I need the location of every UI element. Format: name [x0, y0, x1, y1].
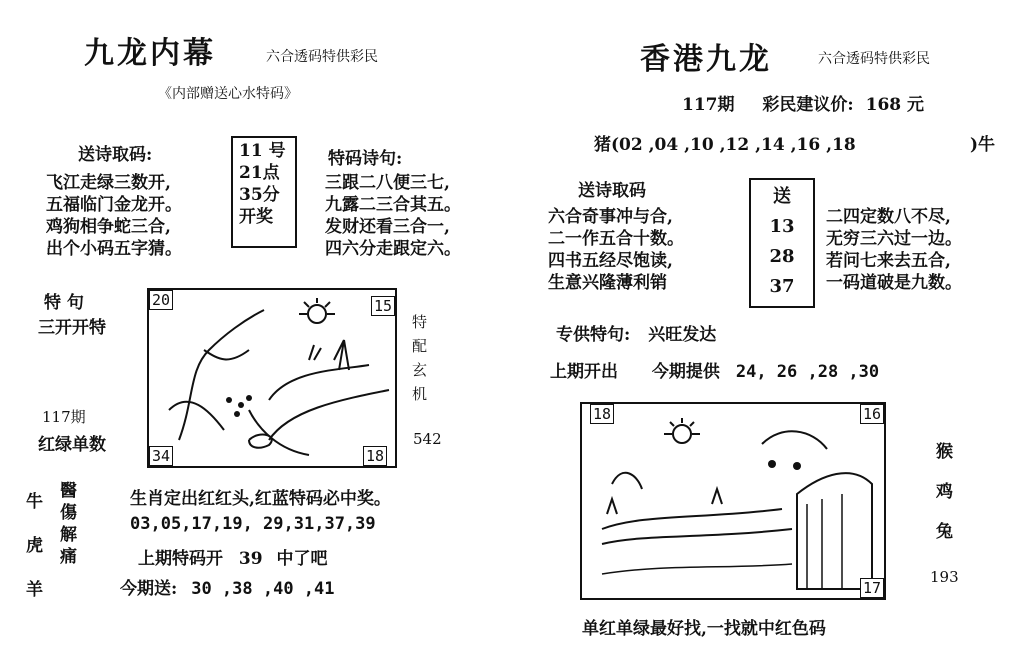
left-pic-corner-tr: 15 — [371, 296, 395, 316]
right-box-item: 28 — [769, 246, 795, 267]
last-period-label: 上期特码开 — [138, 549, 223, 569]
left-number-line: 03,05,17,19, 29,31,37,39 — [130, 514, 376, 534]
right-poem-line: 一码道破是九数。 — [826, 273, 962, 293]
special-poem-line: 四六分走跟定六。 — [325, 239, 461, 259]
right-poem-line: 无穷三六过一边。 — [826, 229, 962, 249]
right-side-char: 鸡 — [936, 482, 953, 502]
right-special-phrase: 兴旺发达 — [648, 325, 717, 345]
right-poem-block-left-half — [325, 172, 461, 260]
left-poem-label: 送诗取码: — [78, 145, 153, 165]
medical-char: 解 — [60, 525, 77, 545]
right-special-label: 专供特句: — [556, 325, 631, 345]
special-poem-line: 三跟二八便三七, — [325, 173, 450, 193]
this-period-row — [120, 574, 335, 599]
price-label: 彩民建议价: — [762, 95, 854, 115]
zodiac-char: 牛 — [26, 492, 43, 512]
last-period-number: 39 — [238, 549, 263, 569]
right-poem-line: 生意兴隆薄利销 — [548, 273, 667, 293]
draw-number: 11 号 — [239, 141, 286, 161]
right-poem-line: 六合奇事冲与合, — [548, 207, 673, 227]
right-poem-line: 二四定数八不尽, — [826, 207, 951, 227]
offer-label: 今期提供 — [651, 362, 720, 382]
last-period-row — [138, 544, 328, 569]
left-poem-line: 鸡狗相争蛇三合, — [46, 217, 171, 237]
left-poem-line: 出个小码五字猜。 — [46, 239, 182, 259]
special-phrase: 三开开特 — [38, 318, 106, 338]
right-poem-line: 四书五经尽饱读, — [548, 251, 673, 271]
right-pic-corner-br: 17 — [860, 578, 884, 598]
right-poem-left — [548, 206, 684, 294]
zodiac-char: 虎 — [26, 536, 43, 556]
pig-line: 猪(02 ,04 ,10 ,12 ,14 ,16 ,18 — [594, 135, 856, 155]
left-pic-corner-bl: 34 — [149, 446, 173, 466]
left-pic-corner-br: 18 — [363, 446, 387, 466]
left-pic-corner-tl: 20 — [149, 290, 173, 310]
draw-hour: 21点 — [239, 163, 280, 183]
special-phrase-label: 特 句 — [44, 293, 84, 313]
draw-minute: 35分 — [239, 185, 280, 205]
left-poem-line: 飞江走绿三数开, — [46, 173, 171, 193]
right-special-row — [556, 320, 716, 345]
right-bottom-line: 单红单绿最好找,一找就中红色码 — [582, 619, 826, 639]
right-box-item: 送 — [773, 186, 791, 207]
price-value: 168 元 — [865, 95, 925, 115]
special-poem-line: 发财还看三合一, — [325, 217, 450, 237]
medical-char: 傷 — [60, 503, 77, 523]
left-poem-block — [46, 172, 182, 260]
right-offer-row — [550, 357, 879, 382]
right-pic-corner-tr: 16 — [860, 404, 884, 424]
right-box-item: 37 — [769, 276, 795, 297]
medical-column-2 — [60, 524, 77, 568]
ox-suffix: )牛 — [970, 135, 996, 155]
left-subtitle: 六合透码特供彩民 — [266, 49, 378, 65]
right-side-number: 193 — [930, 568, 959, 586]
right-poem-right — [826, 206, 962, 294]
right-poem-line: 二一作五合十数。 — [548, 229, 684, 249]
zodiac-column — [26, 480, 43, 612]
left-side-number: 542 — [413, 430, 442, 448]
left-special-poem-label: 特码诗句: — [328, 149, 403, 169]
draw-info-box — [231, 136, 297, 248]
left-issue: 117期 — [42, 408, 86, 426]
right-side-char: 猴 — [936, 442, 953, 462]
right-issue-row — [682, 90, 924, 115]
special-poem-line: 九露二三合其五。 — [325, 195, 461, 215]
left-side-char: 机 — [412, 385, 428, 403]
zodiac-char: 羊 — [26, 580, 43, 600]
left-issue-desc: 红绿单数 — [38, 435, 106, 455]
right-side-vertical — [936, 432, 953, 552]
last-label: 上期开出 — [550, 362, 618, 382]
left-gift-line: 《内部赠送心水特码》 — [158, 86, 298, 102]
last-period-suffix: 中了吧 — [276, 549, 328, 569]
right-issue: 117期 — [682, 95, 735, 115]
right-side-char: 兔 — [936, 522, 953, 542]
right-pic-corner-tl: 18 — [590, 404, 614, 424]
medical-char: 醫 — [60, 481, 77, 501]
left-side-char: 配 — [412, 337, 428, 355]
right-poem-label: 送诗取码 — [578, 181, 646, 201]
right-poem-line: 若问七来去五合, — [826, 251, 951, 271]
left-side-vertical — [412, 310, 427, 406]
offer-numbers: 24, 26 ,28 ,30 — [735, 362, 880, 382]
left-side-char: 特 — [412, 313, 428, 331]
this-period-label: 今期送: — [120, 579, 178, 599]
right-number-box — [749, 178, 815, 308]
this-period-numbers: 30 ,38 ,40 ,41 — [191, 579, 335, 599]
left-poem-line: 五福临门金龙开。 — [46, 195, 182, 215]
medical-column-1 — [60, 480, 77, 524]
left-side-char: 玄 — [412, 361, 428, 379]
right-title: 香港九龙 — [640, 42, 772, 77]
medical-char: 痛 — [60, 547, 77, 567]
left-sketch-picture — [147, 288, 397, 468]
left-sketch-drawing — [149, 290, 395, 466]
right-sketch-drawing — [582, 404, 884, 598]
right-sketch-picture — [580, 402, 886, 600]
left-tip-line: 生肖定出红红头,红蓝特码必中奖。 — [130, 489, 391, 509]
draw-open: 开奖 — [239, 207, 273, 227]
left-title: 九龙内幕 — [84, 36, 216, 71]
right-box-item: 13 — [769, 216, 795, 237]
right-subtitle: 六合透码特供彩民 — [818, 51, 930, 67]
